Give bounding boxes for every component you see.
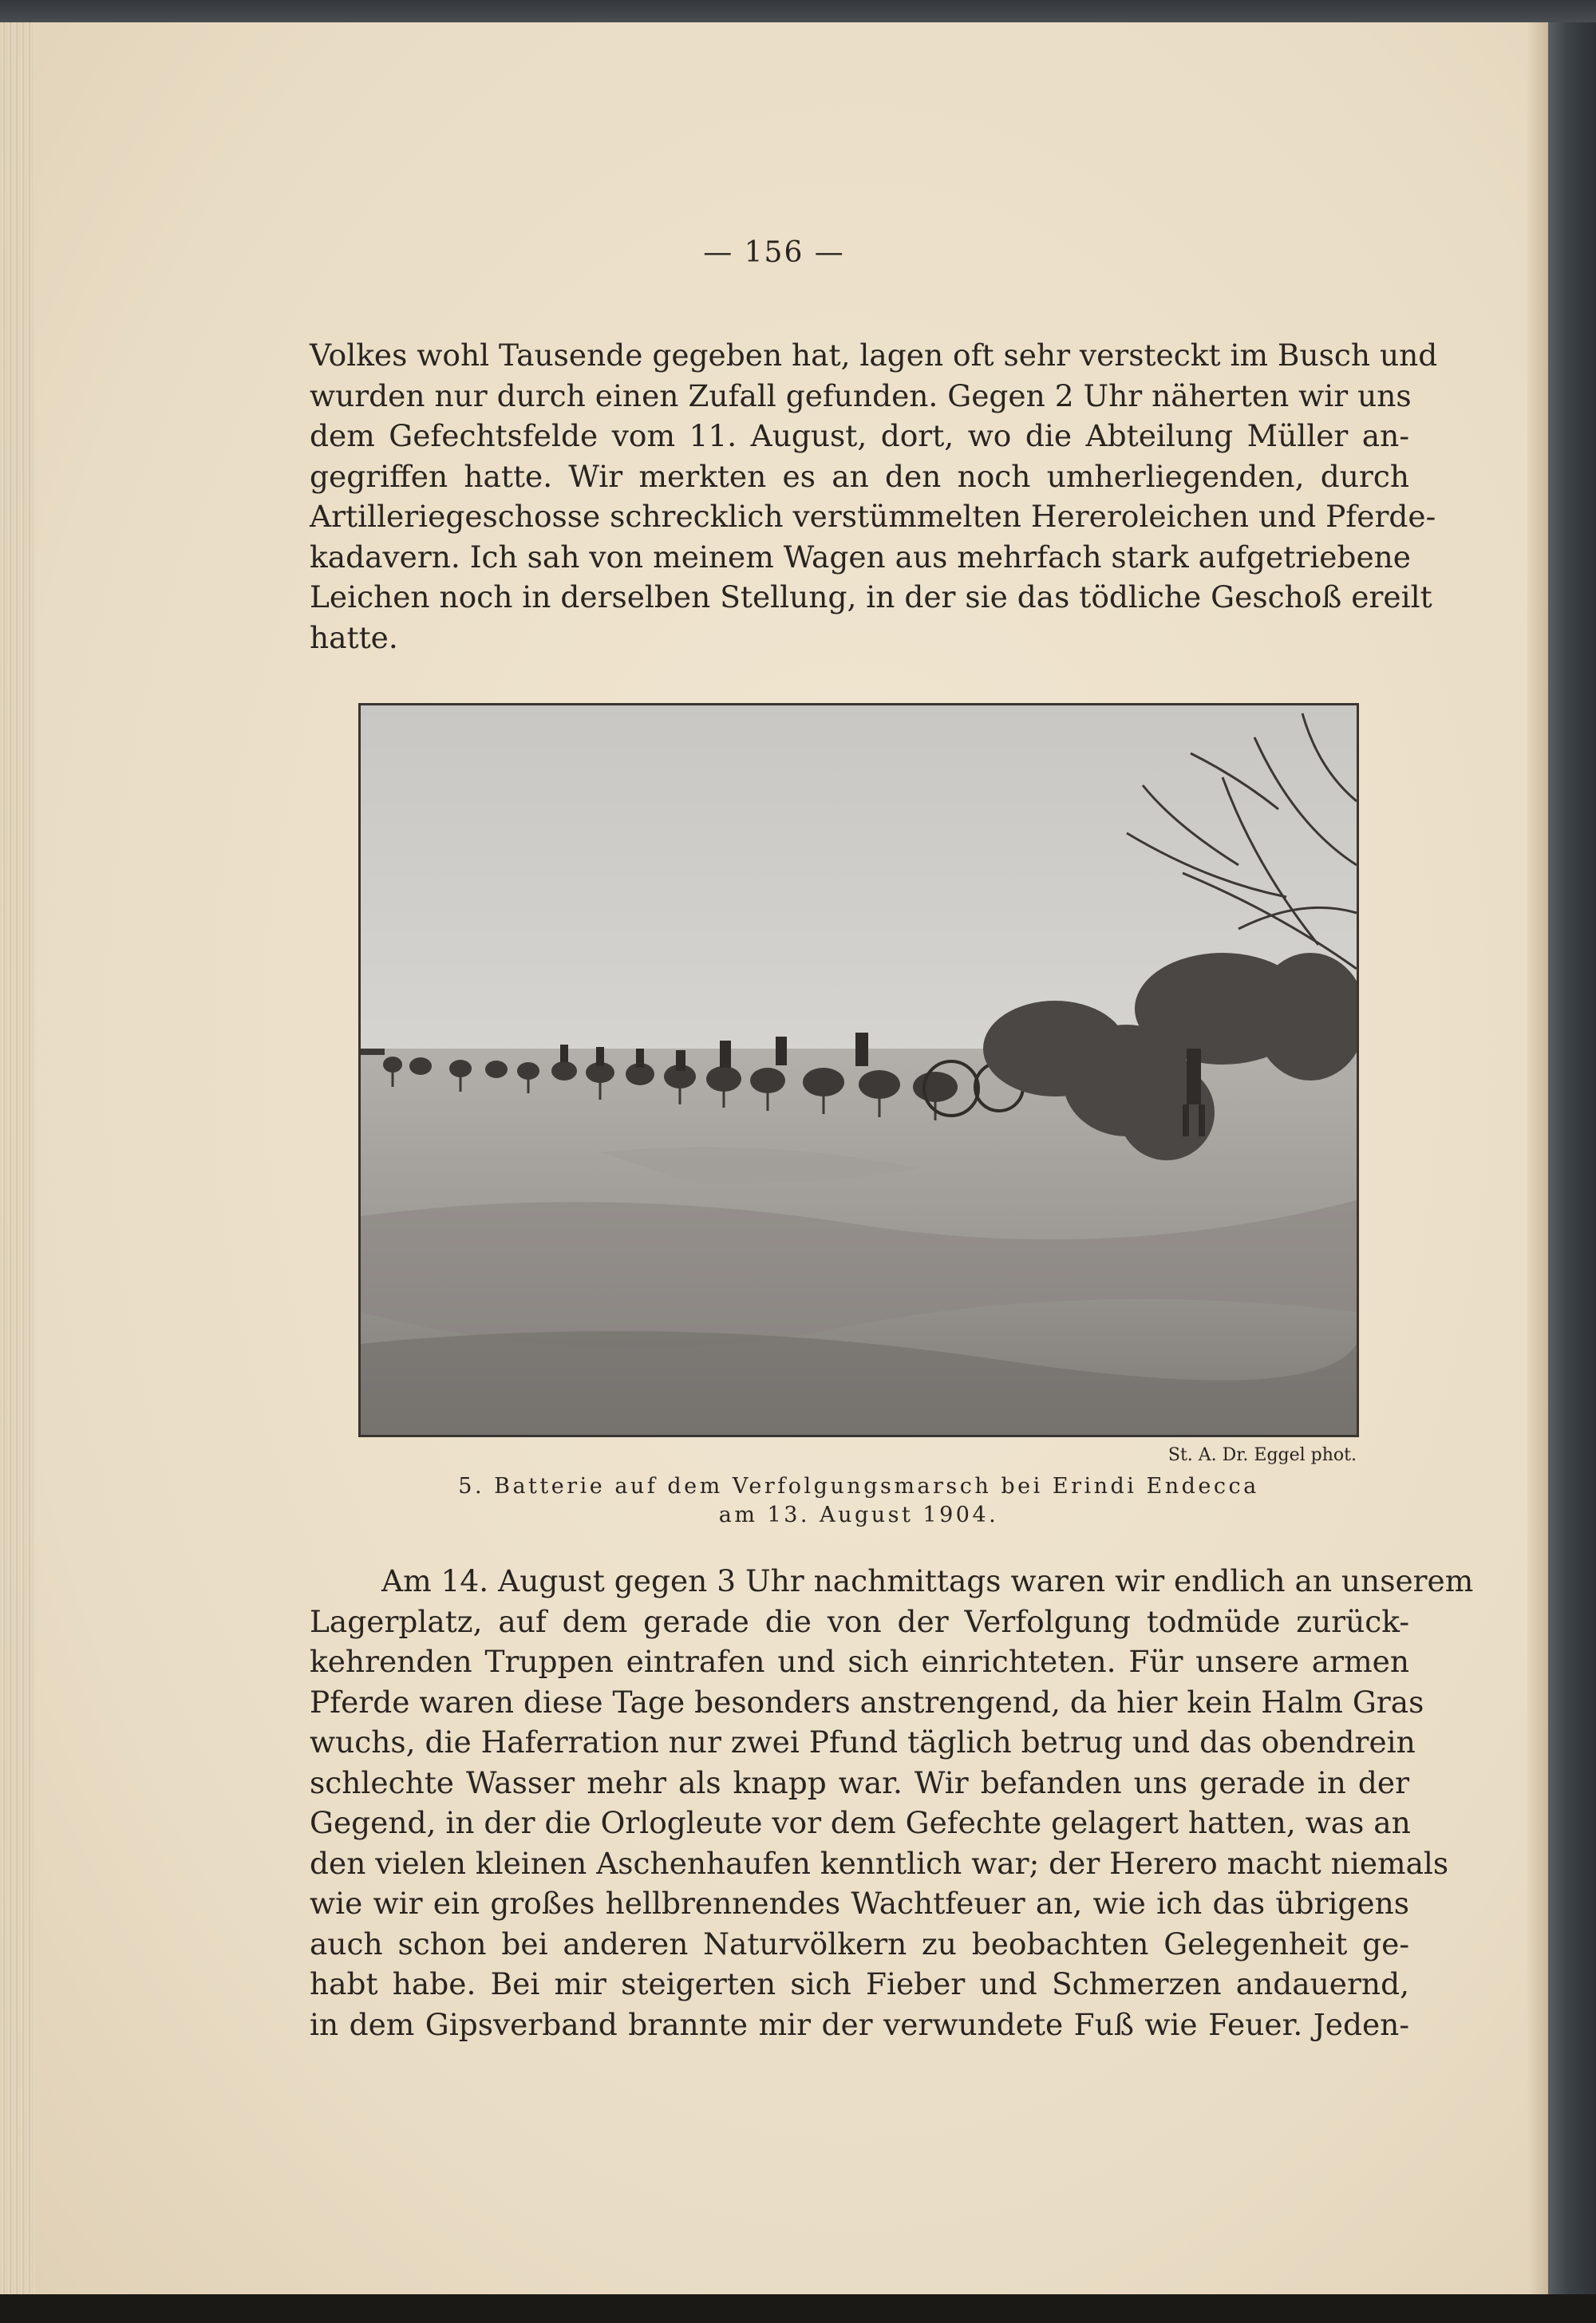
page-stack-edges: [0, 22, 35, 2295]
paragraph-bottom: [310, 1561, 1474, 2044]
text-line: auch schon bei anderen Naturvölkern zu beobachten Gelegenheit ge-: [310, 1926, 1409, 1962]
text-line: wuchs, die Haferration nur zwei Pfund täglich betrug und das obendrein: [310, 1724, 1416, 1760]
text-line: Pferde waren diese Tage besonders anstrengend, da hier kein Halm Gras: [310, 1684, 1424, 1720]
text-line: Lagerplatz, auf dem gerade die von der Verfolgung todmüde zurück-: [310, 1603, 1409, 1639]
text-line: dem Gefechtsfelde vom 11. August, dort, wo die Abteilung Müller an-: [310, 418, 1409, 453]
text-line: wurden nur durch einen Zufall gefunden. Gegen 2 Uhr näherten wir uns: [310, 377, 1412, 413]
photograph-battery-march: [358, 703, 1359, 1437]
text-line: Artilleriegeschosse schrecklich verstümmelten Hereroleichen und Pferde-: [310, 499, 1436, 534]
text-line: kehrenden Truppen eintrafen und sich einrichteten. Für unsere armen: [310, 1644, 1409, 1679]
figure-caption-line-2: am 13. August 1904.: [718, 1503, 999, 1527]
text-line: den vielen kleinen Aschenhaufen kenntlich war; der Herero macht niemals: [310, 1845, 1449, 1881]
text-line: wie wir ein großes hellbrennendes Wachtfeuer an, wie ich das übrigens: [310, 1886, 1409, 1921]
text-line: Leichen noch in derselben Stellung, in der sie das tödliche Geschoß ereilt: [310, 579, 1432, 614]
paragraph-top: [310, 335, 1438, 658]
book-cover-right: [1548, 22, 1596, 2295]
text-line: Gegend, in der die Orlogleute vor dem Gefechte gelagert hatten, was an: [310, 1805, 1411, 1840]
text-line: Am 14. August gegen 3 Uhr nachmittags waren wir endlich an unserem: [381, 1563, 1474, 1598]
book-cover-bottom: [0, 2294, 1596, 2323]
text-line: Volkes wohl Tausende gegeben hat, lagen oft sehr versteckt im Busch und: [310, 338, 1438, 373]
text-line: schlechte Wasser mehr als knapp war. Wir befanden uns gerade in der: [310, 1764, 1409, 1800]
book-cover-top: [0, 0, 1596, 24]
page-edge-right: [1527, 22, 1548, 2295]
figure-caption-line-1: 5. Batterie auf dem Verfolgungsmarsch bei Erindi Endecca: [458, 1474, 1259, 1499]
text-line: kadavern. Ich sah von meinem Wagen aus mehrfach stark aufgetriebene: [310, 539, 1411, 575]
photo-credit: St. A. Dr. Eggel phot.: [1167, 1445, 1357, 1465]
text-line: in dem Gipsverband brannte mir der verwundete Fuß wie Feuer. Jeden-: [310, 2006, 1409, 2042]
page-number: — 156 —: [703, 236, 845, 269]
book-page: [0, 22, 1548, 2295]
photo-illustration: [361, 705, 1357, 1435]
text-line: gegriffen hatte. Wir merkten es an den noch umherliegenden, durch: [310, 458, 1409, 494]
text-line: habt habe. Bei mir steigerten sich Fieber und Schmerzen andauernd,: [310, 1966, 1409, 2001]
text-line: hatte.: [310, 619, 398, 655]
